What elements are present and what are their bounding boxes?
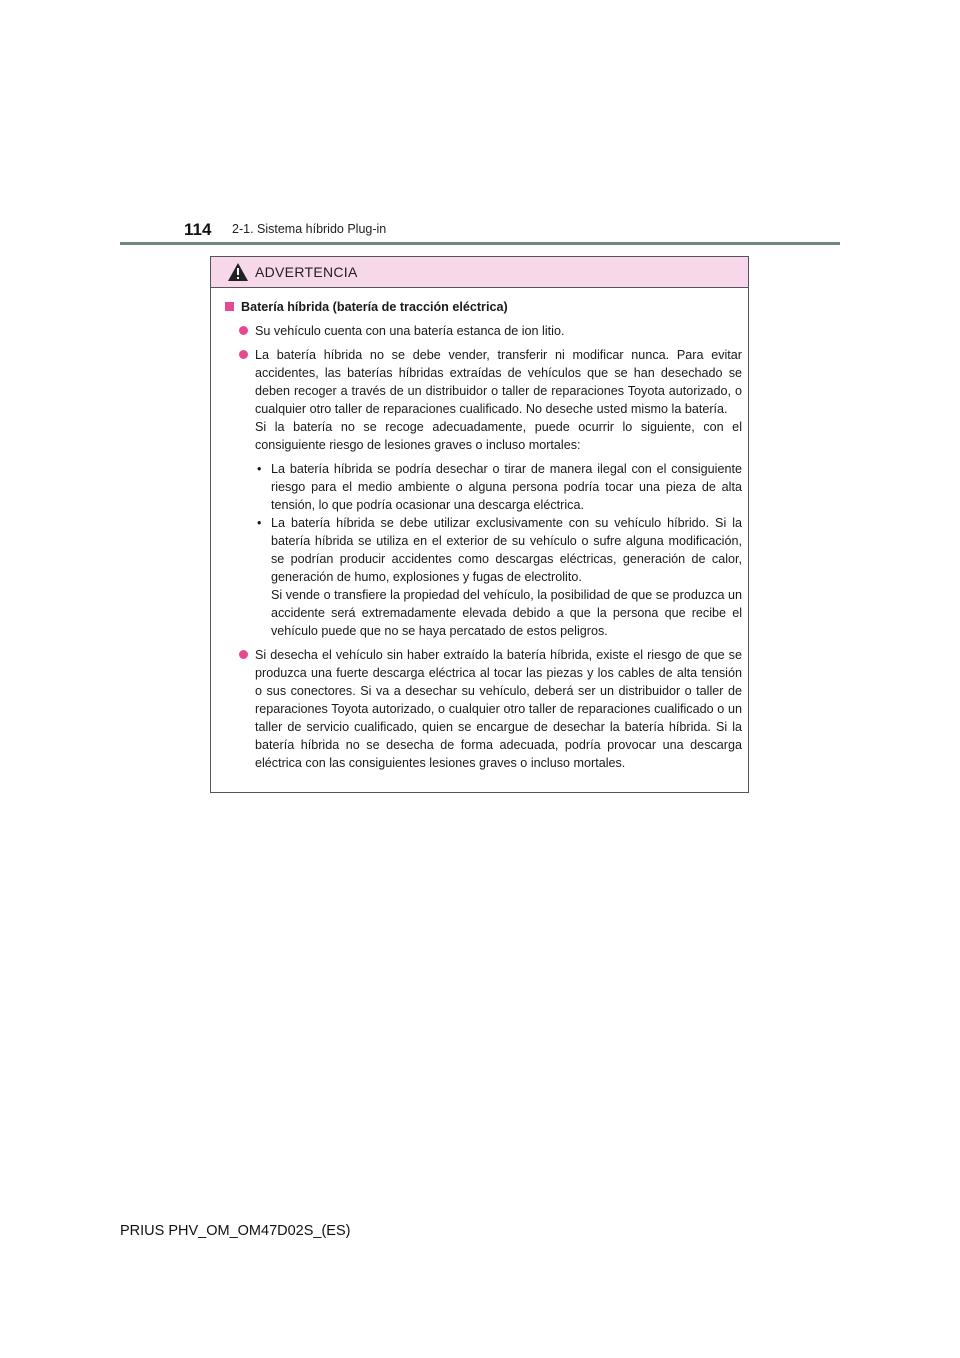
sub-list: [255, 460, 742, 640]
small-bullet-icon: •: [257, 462, 262, 476]
sub-list-item: [255, 460, 742, 514]
dot-bullet-icon: [239, 326, 248, 335]
sub-item-text: La batería híbrida se podría desechar o tirar de manera ilegal con el consiguiente riesgo para el medio ambiente o alguna persona podría tocar una pieza de alta tensión, lo que podría ocasionar una descarga eléctrica.: [271, 462, 742, 512]
item-text: Si desecha el vehículo sin haber extraído la batería híbrida, existe el riesgo de que se produzca una fuerte descarga eléctrica al tocar las piezas y los cables de alta tensión o sus conectores. Si va a desechar su vehículo, deberá ser un distribuidor o taller de reparaciones Toyota autorizado, o cualquier otro taller de reparaciones cualificado o un taller de servicio cualificado, quien se encargue de desechar la batería híbrida. Si la batería híbrida no se desecha de forma adecuada, podría provocar una descarga eléctrica con las consiguientes lesiones graves o incluso mortales.: [255, 648, 742, 770]
page-number: 114: [184, 220, 212, 239]
battery-subheading: [225, 298, 742, 316]
dot-bullet-icon: [239, 350, 248, 359]
sub-list-item: [255, 514, 742, 640]
warning-triangle-icon: [227, 262, 249, 282]
header-rule: [120, 242, 840, 245]
warning-box: [210, 256, 749, 793]
square-bullet-icon: [225, 302, 234, 311]
section-title: 2-1. Sistema híbrido Plug-in: [232, 222, 387, 236]
footer-doc-code: PRIUS PHV_OM_OM47D02S_(ES): [120, 1223, 351, 1239]
list-item: [225, 322, 742, 340]
list-item: [225, 346, 742, 640]
warning-title: ADVERTENCIA: [255, 264, 358, 280]
warning-header: [211, 257, 748, 288]
item-text: La batería híbrida no se debe vender, transferir ni modificar nunca. Para evitar accidentes, las baterías híbridas extraídas de vehículos que se han desechado se deben recoger a través de un distribuidor o taller de reparaciones Toyota autorizado, o cualquier otro taller de reparaciones cualificado. No deseche usted mismo la batería.: [255, 348, 742, 416]
dot-bullet-icon: [239, 650, 248, 659]
sub-item-text-continued: Si vende o transfiere la propiedad del vehículo, la posibilidad de que se produzca un accidente será extremadamente elevada debido a que la persona que recibe el vehículo puede que no se haya percatado de estos peligros.: [271, 588, 742, 638]
sub-item-text: La batería híbrida se debe utilizar exclusivamente con su vehículo híbrido. Si la batería híbrida se utiliza en el exterior de su vehículo o sufre alguna modificación, se podrían producir accidentes como descargas eléctricas, generación de calor, generación de humo, explosiones y fugas de electrolito.: [271, 516, 742, 584]
small-bullet-icon: •: [257, 516, 262, 530]
subheading-text: Batería híbrida (batería de tracción eléctrica): [241, 300, 508, 314]
warning-content: [211, 288, 748, 772]
item-text: Su vehículo cuenta con una batería estanca de ion litio.: [255, 324, 565, 338]
list-item: [225, 646, 742, 772]
item-text-continued: Si la batería no se recoge adecuadamente, puede ocurrir lo siguiente, con el consiguiente riesgo de lesiones graves o incluso mortales:: [255, 420, 742, 452]
